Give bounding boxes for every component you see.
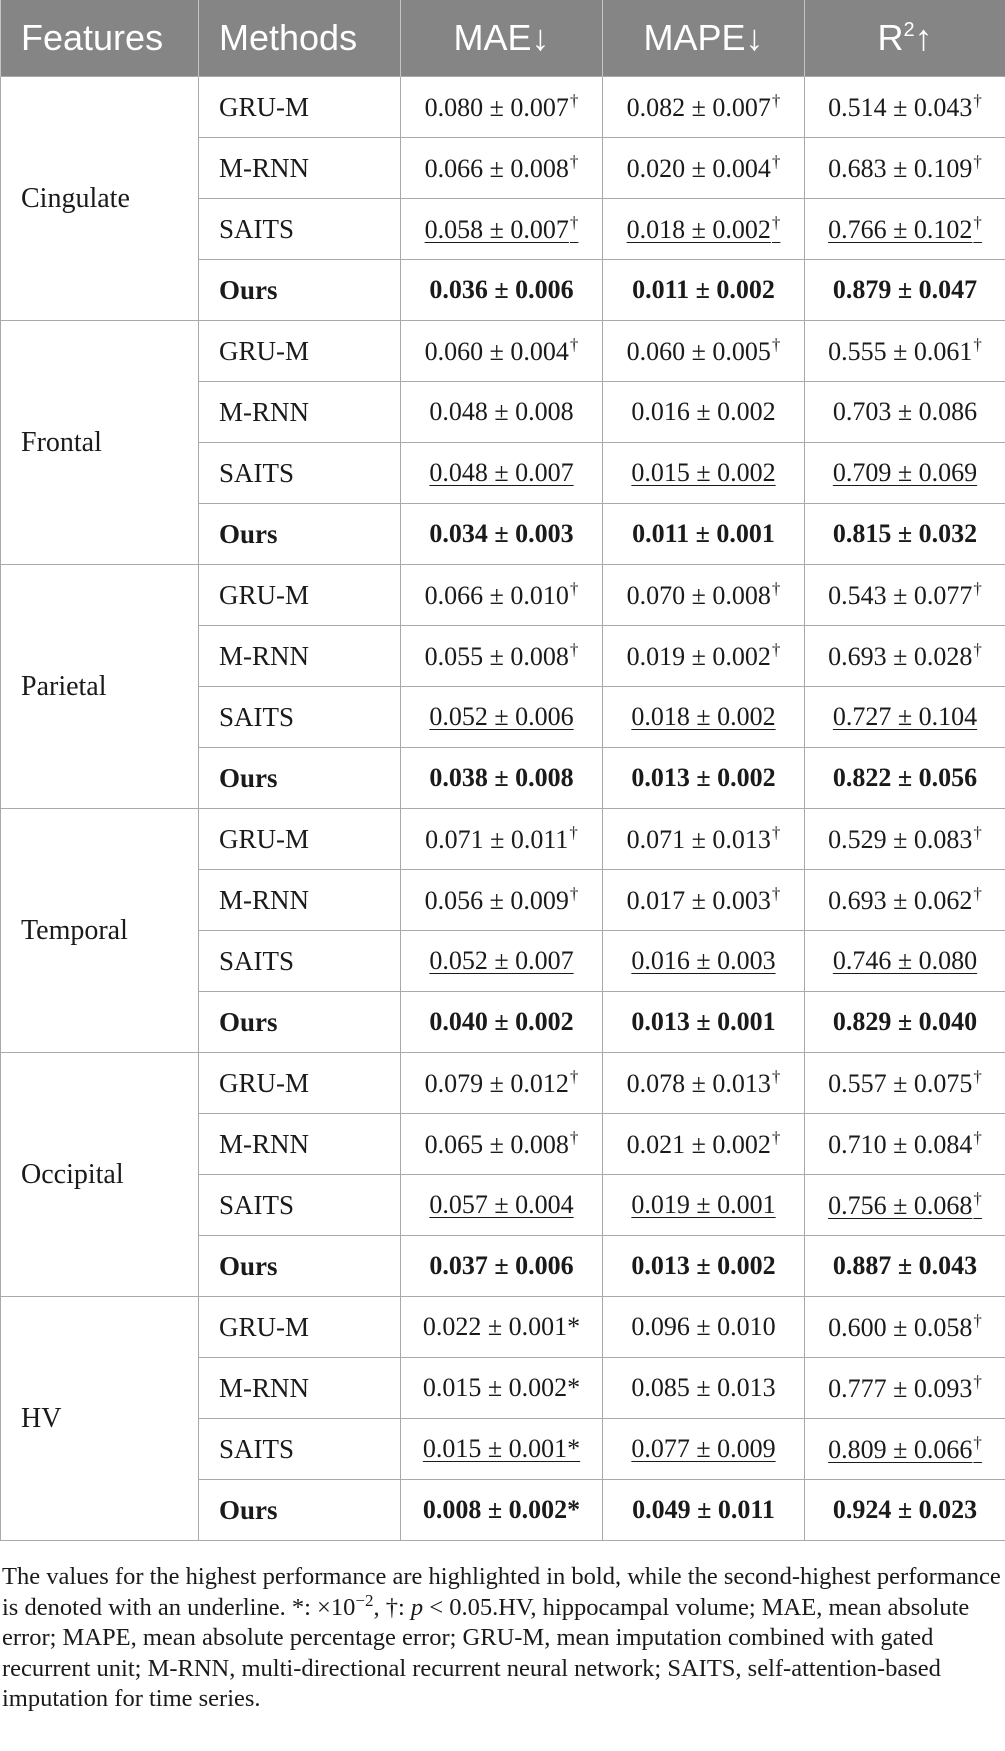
- mape-value: 0.013 ± 0.002: [631, 763, 776, 792]
- feature-cell: HV: [1, 1297, 199, 1541]
- r2-value: 0.879 ± 0.047: [832, 275, 978, 304]
- significance-dagger: †: [569, 152, 579, 171]
- mae-value: 0.022 ± 0.001*: [422, 1312, 581, 1341]
- mape-cell: [603, 1053, 805, 1114]
- mae-value: 0.080 ± 0.007: [424, 93, 569, 122]
- method-cell: GRU-M: [199, 321, 401, 382]
- table-row: [1, 1297, 1005, 1358]
- r2-value: 0.746 ± 0.080: [832, 946, 978, 975]
- mape-value: 0.019 ± 0.001: [631, 1190, 776, 1219]
- significance-dagger: †: [771, 823, 781, 842]
- r2-value: 0.924 ± 0.023: [832, 1495, 978, 1524]
- mae-value: 0.071 ± 0.011: [425, 825, 569, 854]
- method-cell: GRU-M: [199, 1297, 401, 1358]
- method-cell: SAITS: [199, 1175, 401, 1236]
- r2-value: 0.600 ± 0.058: [828, 1313, 973, 1342]
- header-features: Features: [1, 0, 199, 77]
- table-body: [1, 77, 1005, 1541]
- mape-cell: [603, 870, 805, 931]
- mae-value: 0.060 ± 0.004: [424, 337, 569, 366]
- mape-cell: [603, 1236, 805, 1297]
- method-cell: GRU-M: [199, 1053, 401, 1114]
- significance-dagger: †: [973, 335, 982, 354]
- mape-value: 0.077 ± 0.009: [631, 1434, 776, 1463]
- method-cell: GRU-M: [199, 77, 401, 138]
- feature-cell: Occipital: [1, 1053, 199, 1297]
- significance-dagger: †: [771, 1067, 781, 1086]
- mae-cell: [401, 1236, 603, 1297]
- table-row: [1, 809, 1005, 870]
- table-footnote: [2, 1562, 1002, 1715]
- r2-value: 0.815 ± 0.032: [832, 519, 978, 548]
- mae-cell: [401, 809, 603, 870]
- mae-cell: [401, 321, 603, 382]
- r2-cell: [805, 504, 1005, 565]
- mae-value: 0.057 ± 0.004: [429, 1190, 574, 1219]
- r2-cell: [805, 1480, 1005, 1541]
- mae-cell: [401, 931, 603, 992]
- significance-dagger: †: [569, 884, 579, 903]
- feature-cell: Temporal: [1, 809, 199, 1053]
- r2-cell: [805, 870, 1005, 931]
- method-cell: SAITS: [199, 1419, 401, 1480]
- significance-dagger: †: [771, 91, 781, 110]
- method-cell: M-RNN: [199, 138, 401, 199]
- mape-cell: [603, 931, 805, 992]
- r2-value: 0.756 ± 0.068†: [828, 1189, 982, 1220]
- header-r2-base: R: [877, 17, 904, 58]
- r2-cell: [805, 992, 1005, 1053]
- significance-dagger: †: [973, 213, 982, 232]
- significance-dagger: †: [973, 1311, 982, 1330]
- mape-cell: [603, 687, 805, 748]
- table-row: [1, 565, 1005, 626]
- mape-value: 0.013 ± 0.001: [631, 1007, 776, 1036]
- mape-cell: [603, 1175, 805, 1236]
- mape-value: 0.011 ± 0.002: [632, 275, 775, 304]
- mae-cell: [401, 565, 603, 626]
- significance-dagger: †: [973, 884, 982, 903]
- r2-cell: [805, 1419, 1005, 1480]
- r2-value: 0.809 ± 0.066†: [828, 1433, 982, 1464]
- method-cell: SAITS: [199, 199, 401, 260]
- method-cell: Ours: [199, 992, 401, 1053]
- mape-cell: [603, 809, 805, 870]
- r2-cell: [805, 260, 1005, 321]
- method-cell: M-RNN: [199, 870, 401, 931]
- mape-cell: [603, 443, 805, 504]
- method-cell: M-RNN: [199, 626, 401, 687]
- significance-dagger: †: [771, 640, 781, 659]
- mae-cell: [401, 626, 603, 687]
- method-cell: Ours: [199, 504, 401, 565]
- mape-cell: [603, 1480, 805, 1541]
- r2-value: 0.777 ± 0.093: [828, 1374, 973, 1403]
- mae-value: 0.056 ± 0.009: [424, 886, 569, 915]
- mape-cell: [603, 504, 805, 565]
- significance-dagger: †: [569, 823, 578, 842]
- mape-value: 0.049 ± 0.011: [632, 1495, 775, 1524]
- table-row: [1, 321, 1005, 382]
- mape-cell: [603, 1114, 805, 1175]
- mae-value: 0.058 ± 0.007†: [424, 213, 579, 244]
- mape-value: 0.078 ± 0.013: [626, 1069, 771, 1098]
- table-row: [1, 1053, 1005, 1114]
- mae-cell: [401, 1053, 603, 1114]
- significance-dagger: †: [973, 579, 982, 598]
- method-cell: GRU-M: [199, 809, 401, 870]
- r2-cell: [805, 1297, 1005, 1358]
- significance-dagger: †: [973, 1433, 982, 1452]
- significance-dagger: †: [569, 335, 579, 354]
- mae-value: 0.037 ± 0.006: [429, 1251, 574, 1280]
- mae-value: 0.015 ± 0.001*: [422, 1434, 581, 1463]
- r2-value: 0.829 ± 0.040: [832, 1007, 978, 1036]
- mae-cell: [401, 443, 603, 504]
- mape-value: 0.019 ± 0.002: [626, 642, 771, 671]
- mape-cell: [603, 748, 805, 809]
- r2-value: 0.555 ± 0.061: [828, 337, 973, 366]
- r2-value: 0.703 ± 0.086: [832, 397, 978, 426]
- mae-cell: [401, 687, 603, 748]
- mape-cell: [603, 199, 805, 260]
- header-methods: Methods: [199, 0, 401, 77]
- mae-cell: [401, 1114, 603, 1175]
- r2-value: 0.709 ± 0.069: [832, 458, 978, 487]
- r2-value: 0.822 ± 0.056: [832, 763, 978, 792]
- r2-value: 0.693 ± 0.028: [828, 642, 973, 671]
- mae-value: 0.065 ± 0.008: [424, 1130, 569, 1159]
- r2-cell: [805, 809, 1005, 870]
- r2-value: 0.683 ± 0.109: [828, 154, 973, 183]
- significance-dagger: †: [973, 823, 982, 842]
- mae-cell: [401, 77, 603, 138]
- significance-dagger: †: [771, 884, 781, 903]
- mape-value: 0.082 ± 0.007: [626, 93, 771, 122]
- mae-cell: [401, 992, 603, 1053]
- mape-value: 0.016 ± 0.002: [631, 397, 776, 426]
- mae-cell: [401, 199, 603, 260]
- significance-dagger: †: [771, 335, 781, 354]
- r2-cell: [805, 626, 1005, 687]
- mape-value: 0.013 ± 0.002: [631, 1251, 776, 1280]
- r2-cell: [805, 1236, 1005, 1297]
- r2-value: 0.887 ± 0.043: [832, 1251, 978, 1280]
- header-row: [1, 0, 1005, 77]
- mape-value: 0.017 ± 0.003: [626, 886, 771, 915]
- footnote-exponent: −2: [355, 1590, 374, 1610]
- mae-cell: [401, 870, 603, 931]
- mape-value: 0.071 ± 0.013: [626, 825, 771, 854]
- r2-cell: [805, 321, 1005, 382]
- mae-value: 0.048 ± 0.007: [429, 458, 574, 487]
- table-row: [1, 77, 1005, 138]
- mae-value: 0.066 ± 0.010: [424, 581, 569, 610]
- mape-cell: [603, 992, 805, 1053]
- method-cell: M-RNN: [199, 1114, 401, 1175]
- significance-dagger: †: [569, 91, 579, 110]
- significance-dagger: †: [569, 1128, 579, 1147]
- mae-cell: [401, 1419, 603, 1480]
- mape-cell: [603, 1358, 805, 1419]
- method-cell: Ours: [199, 748, 401, 809]
- mape-value: 0.020 ± 0.004: [626, 154, 771, 183]
- r2-value: 0.529 ± 0.083: [828, 825, 973, 854]
- mae-value: 0.036 ± 0.006: [429, 275, 574, 304]
- mae-value: 0.079 ± 0.012: [424, 1069, 569, 1098]
- footnote-text-2: , †:: [373, 1593, 411, 1621]
- mae-value: 0.038 ± 0.008: [429, 763, 574, 792]
- r2-cell: [805, 199, 1005, 260]
- mae-cell: [401, 1358, 603, 1419]
- r2-value: 0.693 ± 0.062: [828, 886, 973, 915]
- mape-value: 0.096 ± 0.010: [631, 1312, 776, 1341]
- header-mae: MAE↓: [401, 0, 603, 77]
- mae-value: 0.052 ± 0.006: [429, 702, 574, 731]
- significance-dagger: †: [973, 152, 982, 171]
- mae-cell: [401, 504, 603, 565]
- significance-dagger: †: [771, 152, 781, 171]
- mae-value: 0.052 ± 0.007: [429, 946, 574, 975]
- footnote-p-symbol: p: [410, 1593, 424, 1621]
- r2-value: 0.514 ± 0.043: [828, 93, 973, 122]
- r2-cell: [805, 138, 1005, 199]
- method-cell: M-RNN: [199, 382, 401, 443]
- significance-dagger: †: [973, 1189, 982, 1208]
- significance-dagger: †: [973, 1128, 982, 1147]
- r2-cell: [805, 565, 1005, 626]
- mape-cell: [603, 565, 805, 626]
- mape-cell: [603, 1419, 805, 1480]
- mae-value: 0.055 ± 0.008: [424, 642, 569, 671]
- significance-dagger: †: [973, 1372, 982, 1391]
- r2-cell: [805, 687, 1005, 748]
- mae-cell: [401, 260, 603, 321]
- method-cell: SAITS: [199, 687, 401, 748]
- r2-cell: [805, 1114, 1005, 1175]
- mape-value: 0.018 ± 0.002: [631, 702, 776, 731]
- mape-value: 0.021 ± 0.002: [626, 1130, 771, 1159]
- significance-dagger: †: [569, 213, 579, 232]
- r2-value: 0.557 ± 0.075: [828, 1069, 973, 1098]
- r2-cell: [805, 1053, 1005, 1114]
- mae-value: 0.034 ± 0.003: [429, 519, 574, 548]
- feature-cell: Parietal: [1, 565, 199, 809]
- method-cell: SAITS: [199, 931, 401, 992]
- mae-cell: [401, 138, 603, 199]
- header-r2-arrow: ↑: [914, 17, 933, 58]
- method-cell: Ours: [199, 260, 401, 321]
- mape-cell: [603, 321, 805, 382]
- mape-cell: [603, 626, 805, 687]
- mape-value: 0.070 ± 0.008: [626, 581, 771, 610]
- mape-value: 0.060 ± 0.005: [626, 337, 771, 366]
- mape-value: 0.015 ± 0.002: [631, 458, 776, 487]
- mape-cell: [603, 77, 805, 138]
- mae-value: 0.066 ± 0.008: [424, 154, 569, 183]
- feature-cell: Frontal: [1, 321, 199, 565]
- mape-value: 0.011 ± 0.001: [632, 519, 775, 548]
- mape-cell: [603, 1297, 805, 1358]
- r2-cell: [805, 77, 1005, 138]
- significance-dagger: †: [771, 213, 781, 232]
- method-cell: SAITS: [199, 443, 401, 504]
- mape-value: 0.016 ± 0.003: [631, 946, 776, 975]
- method-cell: Ours: [199, 1480, 401, 1541]
- header-r2-superscript: 2: [903, 19, 915, 41]
- mape-value: 0.085 ± 0.013: [631, 1373, 776, 1402]
- method-cell: M-RNN: [199, 1358, 401, 1419]
- r2-cell: [805, 382, 1005, 443]
- r2-value: 0.710 ± 0.084: [828, 1130, 973, 1159]
- r2-value: 0.727 ± 0.104: [832, 702, 978, 731]
- mae-cell: [401, 748, 603, 809]
- significance-dagger: †: [569, 1067, 579, 1086]
- r2-cell: [805, 1358, 1005, 1419]
- footnote-text-3: < 0.05.HV, hippocampal volume; MAE, mean absolute error; MAPE, mean absolute percentage error; GRU-M, mean imputation combined with gated recurrent unit; M-RNN, multi-directional recurrent neural network; SAITS, self-attention-based imputation for time series.: [2, 1593, 970, 1712]
- significance-dagger: †: [771, 1128, 781, 1147]
- mae-value: 0.008 ± 0.002*: [422, 1495, 581, 1524]
- significance-dagger: †: [973, 1067, 982, 1086]
- method-cell: GRU-M: [199, 565, 401, 626]
- mape-cell: [603, 382, 805, 443]
- feature-cell: Cingulate: [1, 77, 199, 321]
- mae-value: 0.040 ± 0.002: [429, 1007, 574, 1036]
- method-cell: Ours: [199, 1236, 401, 1297]
- r2-cell: [805, 443, 1005, 504]
- mae-cell: [401, 1297, 603, 1358]
- mae-value: 0.048 ± 0.008: [429, 397, 574, 426]
- r2-value: 0.766 ± 0.102†: [828, 213, 982, 244]
- significance-dagger: †: [973, 91, 982, 110]
- mae-cell: [401, 1175, 603, 1236]
- r2-value: 0.543 ± 0.077: [828, 581, 973, 610]
- significance-dagger: †: [973, 640, 982, 659]
- r2-cell: [805, 748, 1005, 809]
- mae-cell: [401, 1480, 603, 1541]
- significance-dagger: †: [569, 640, 579, 659]
- r2-cell: [805, 1175, 1005, 1236]
- significance-dagger: †: [569, 579, 579, 598]
- footnote-text-1: The values for the highest performance are highlighted in bold, while the second-highest performance is denoted with an underline. *: ×10: [2, 1563, 1001, 1621]
- header-r2: [805, 0, 1005, 77]
- significance-dagger: †: [771, 579, 781, 598]
- mape-cell: [603, 138, 805, 199]
- mae-cell: [401, 382, 603, 443]
- mape-value: 0.018 ± 0.002†: [626, 213, 781, 244]
- mae-value: 0.015 ± 0.002*: [422, 1373, 581, 1402]
- header-mape: MAPE↓: [603, 0, 805, 77]
- r2-cell: [805, 931, 1005, 992]
- mape-cell: [603, 260, 805, 321]
